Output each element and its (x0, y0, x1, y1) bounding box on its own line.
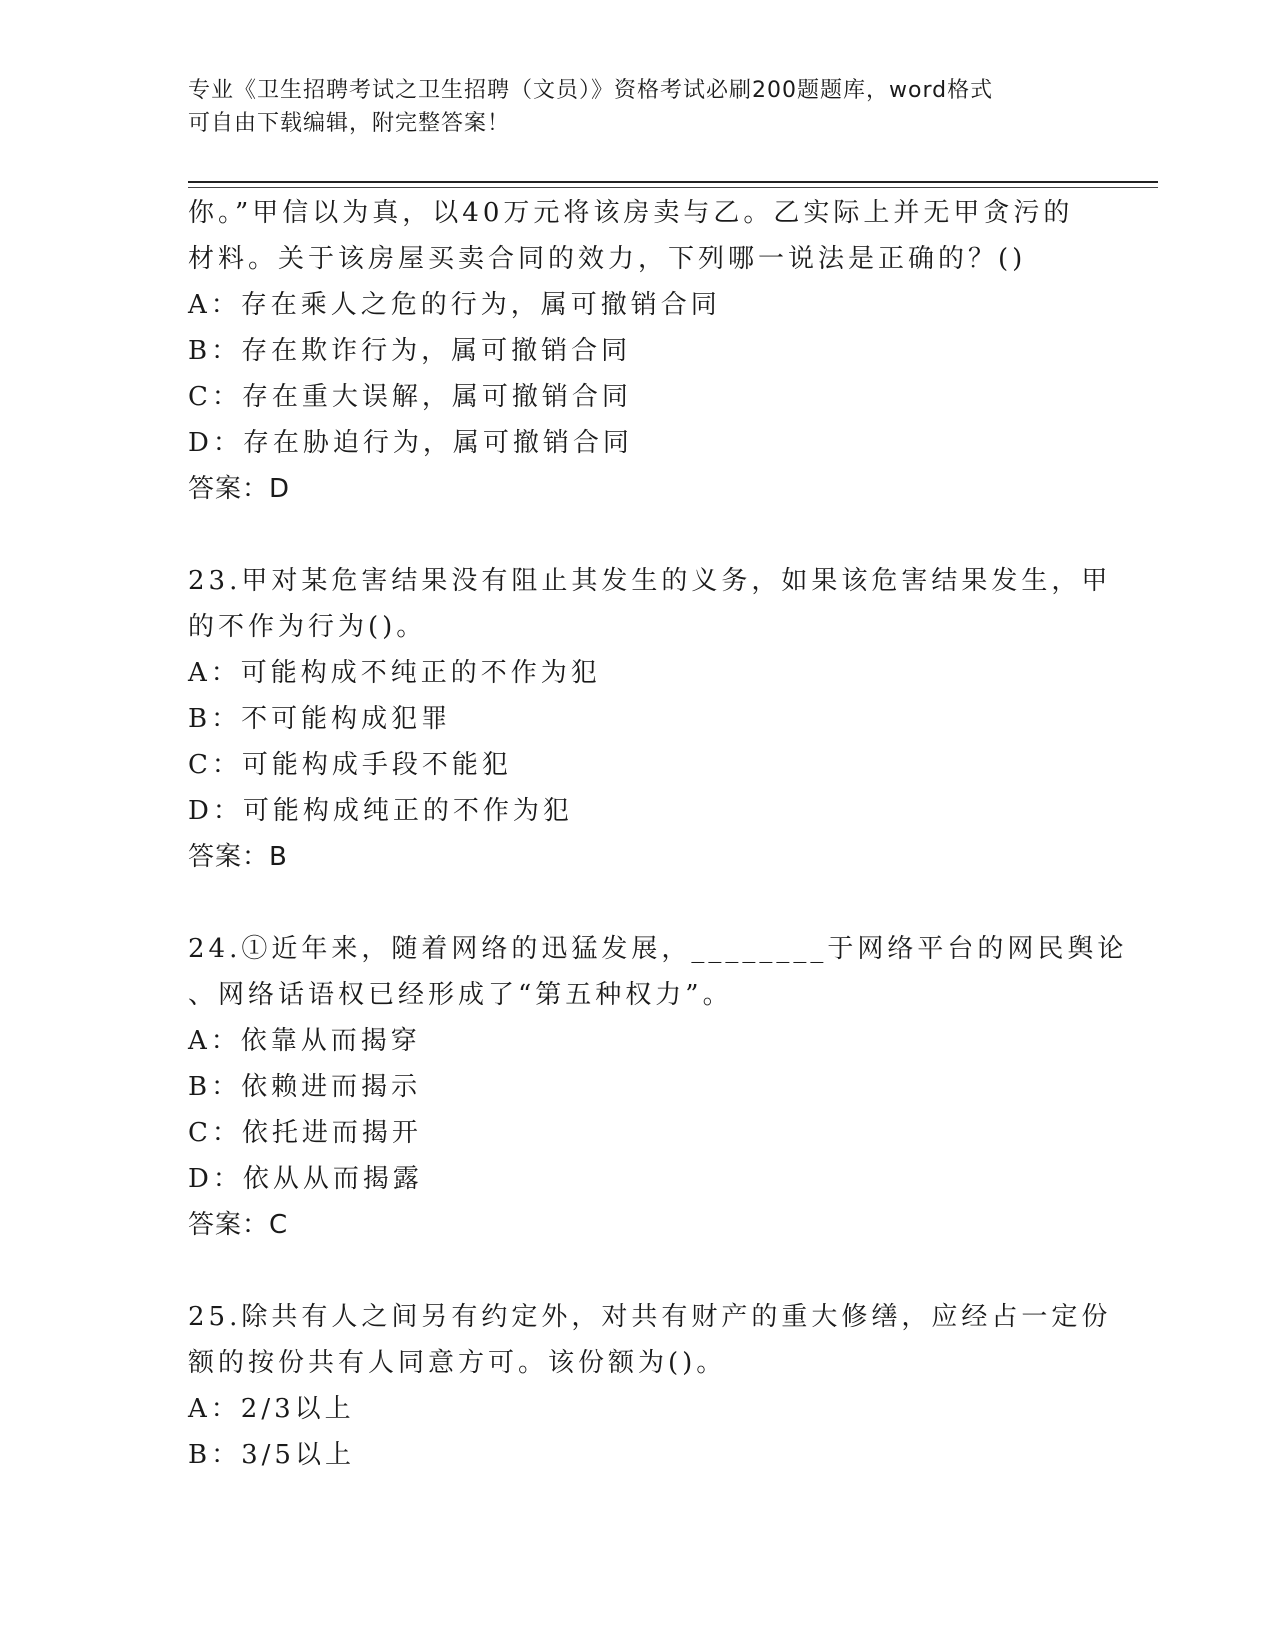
option-c: C：存在重大误解，属可撤销合同 (188, 382, 632, 412)
option-a: A：2/3以上 (188, 1394, 355, 1424)
question-stem: 的不作为行为()。 (188, 612, 427, 642)
header-line-2: 可自由下载编辑，附完整答案！ (188, 111, 511, 136)
option-a: A：依靠从而揭穿 (188, 1026, 421, 1056)
option-c: C：依托进而揭开 (188, 1118, 422, 1148)
question-24 (188, 926, 1128, 1248)
question-stem: 额的按份共有人同意方可。该份额为()。 (188, 1348, 727, 1378)
option-c: C：可能构成手段不能犯 (188, 750, 512, 780)
option-b: B：不可能构成犯罪 (188, 704, 452, 734)
question-stem: 25.除共有人之间另有约定外，对共有财产的重大修缮，应经占一定份 (188, 1302, 1112, 1332)
option-a: A：存在乘人之危的行为，属可撤销合同 (188, 290, 721, 320)
option-d: D：存在胁迫行为，属可撤销合同 (188, 428, 633, 458)
answer-label: 答案：B (188, 842, 288, 872)
question-stem: 你。”甲信以为真，以40万元将该房卖与乙。乙实际上并无甲贪污的 (188, 198, 1074, 228)
option-d: D：可能构成纯正的不作为犯 (188, 796, 573, 826)
document-header (188, 74, 1088, 140)
question-stem: 、网络话语权已经形成了“第五种权力”。 (188, 980, 733, 1010)
option-b: B：存在欺诈行为，属可撤销合同 (188, 336, 632, 366)
question-list (188, 190, 1128, 1478)
answer-label: 答案：C (188, 1210, 289, 1240)
question-22 (188, 190, 1088, 512)
header-line-1: 专业《卫生招聘考试之卫生招聘（文员）》资格考试必刷200题题库，word格式 (188, 78, 994, 103)
header-divider-thin (188, 187, 1158, 188)
answer-label: 答案：D (188, 474, 291, 504)
question-23 (188, 558, 1112, 880)
option-d: D：依从从而揭露 (188, 1164, 423, 1194)
question-stem: 材料。关于该房屋买卖合同的效力，下列哪一说法是正确的？() (188, 244, 1027, 274)
question-stem: 24.①近年来，随着网络的迅猛发展，________于网络平台的网民舆论 (188, 934, 1128, 964)
option-b: B：依赖进而揭示 (188, 1072, 422, 1102)
option-a: A：可能构成不纯正的不作为犯 (188, 658, 601, 688)
header-divider (188, 181, 1158, 183)
question-stem: 23.甲对某危害结果没有阻止其发生的义务，如果该危害结果发生，甲 (188, 566, 1112, 596)
question-25 (188, 1294, 1112, 1478)
option-b: B：3/5以上 (188, 1440, 355, 1470)
